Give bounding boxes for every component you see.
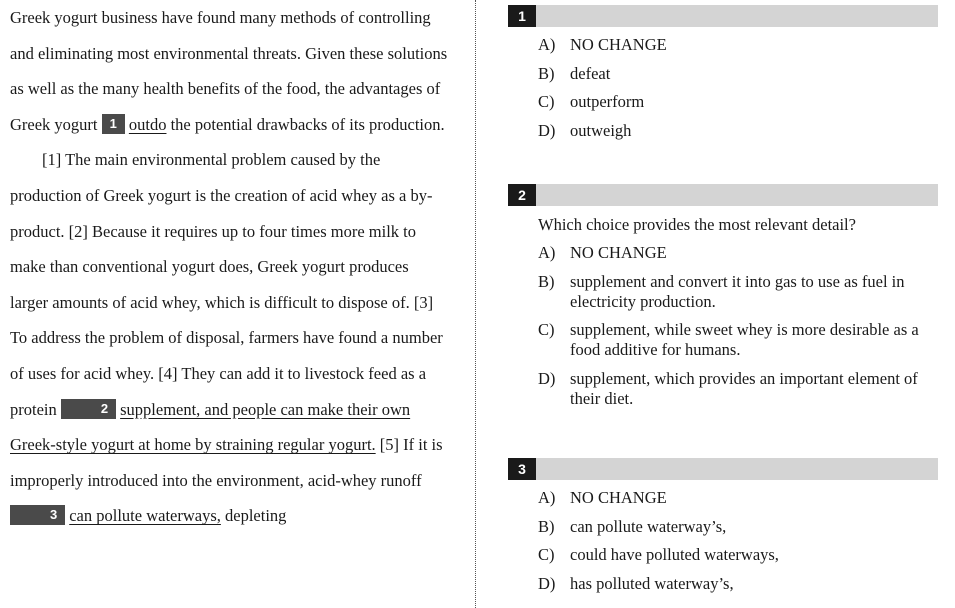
- answer-option-d[interactable]: [538, 369, 938, 409]
- option-text: supplement, which provides an important element of their diet.: [570, 368, 918, 408]
- passage-text: Greek yogurt business have found many methods of controlling and eliminating most environmental threats. Given these solutions as well as the many health benefits of the food, the advantages of Greek yogurt: [10, 8, 448, 134]
- option-letter: C): [538, 92, 555, 111]
- question-stem: Which choice provides the most relevant detail?: [538, 215, 856, 234]
- underlined-phrase-3: can pollute waterways,: [69, 506, 221, 526]
- answer-option-c[interactable]: [538, 545, 938, 565]
- answer-options: [538, 488, 938, 594]
- answer-option-c[interactable]: [538, 320, 938, 360]
- question-header-bar: [508, 5, 938, 27]
- answer-options: [538, 35, 938, 141]
- question-marker-3: 3: [10, 505, 65, 525]
- answer-option-a[interactable]: [538, 488, 938, 508]
- option-text: supplement and convert it into gas to use as fuel in electricity production.: [570, 271, 905, 311]
- passage-text: [5] If it is improperly introduced into the environment, acid-whey runoff: [10, 435, 443, 490]
- option-letter: C): [538, 545, 555, 564]
- question-header-bar: [508, 458, 938, 480]
- option-text: defeat: [570, 63, 611, 83]
- option-letter: A): [538, 243, 556, 262]
- option-letter: A): [538, 488, 556, 507]
- option-letter: B): [538, 63, 555, 83]
- answer-option-b[interactable]: [538, 517, 938, 537]
- answer-option-d[interactable]: [538, 121, 938, 141]
- question-marker-2: 2: [61, 399, 116, 419]
- option-text: outweigh: [570, 120, 632, 140]
- passage-paragraph-2: [10, 142, 450, 534]
- option-letter: C): [538, 320, 555, 339]
- option-text: could have polluted waterways,: [570, 545, 779, 564]
- option-letter: D): [538, 573, 556, 593]
- answer-option-d[interactable]: [538, 574, 938, 594]
- passage: [10, 0, 450, 534]
- answer-option-a[interactable]: [538, 35, 938, 55]
- passage-text: [1] The main environmental problem caused by the production of Greek yogurt is the creation of acid whey as a by-product. [2] Because it requires up to four times more milk to make than conventional yogurt does, Greek yogurt produces larger amounts of acid whey, which is difficult to dispose of. [3] To address the problem of disposal, farmers have found a number of uses for acid whey. [4] They can add it to livestock feed as a protein: [10, 150, 443, 419]
- option-text: supplement, while sweet whey is more desirable as a food additive for humans.: [570, 320, 919, 359]
- option-letter: D): [538, 368, 556, 388]
- question-number: 3: [508, 458, 536, 480]
- passage-paragraph-1: [10, 0, 450, 142]
- option-letter: B): [538, 516, 555, 536]
- answer-option-a[interactable]: [538, 243, 938, 263]
- option-letter: A): [538, 35, 556, 54]
- underlined-phrase-2: supplement, and people can make their own Greek-style yogurt at home by straining regular yogurt.: [10, 399, 411, 455]
- option-text: has polluted waterway’s,: [570, 573, 734, 593]
- question-2: [508, 184, 938, 417]
- question-marker-1: 1: [102, 114, 125, 134]
- question-3: [508, 458, 938, 602]
- column-divider: [475, 0, 476, 608]
- answer-options: [538, 243, 938, 409]
- question-1: [508, 5, 938, 149]
- option-text: NO CHANGE: [570, 35, 667, 54]
- underlined-phrase-1: outdo: [128, 114, 167, 134]
- option-text: NO CHANGE: [570, 488, 667, 507]
- question-number: 1: [508, 5, 536, 27]
- passage-text: the potential drawbacks of its production.: [170, 114, 445, 134]
- question-header-bar: [508, 184, 938, 206]
- option-text: NO CHANGE: [570, 243, 667, 262]
- option-letter: B): [538, 271, 555, 291]
- answer-option-c[interactable]: [538, 92, 938, 112]
- option-text: outperform: [570, 92, 645, 111]
- answer-option-b[interactable]: [538, 64, 938, 84]
- question-number: 2: [508, 184, 536, 206]
- passage-text: depleting: [225, 506, 287, 526]
- option-text: can pollute waterway’s,: [570, 516, 727, 536]
- answer-option-b[interactable]: [538, 272, 938, 312]
- option-letter: D): [538, 120, 556, 140]
